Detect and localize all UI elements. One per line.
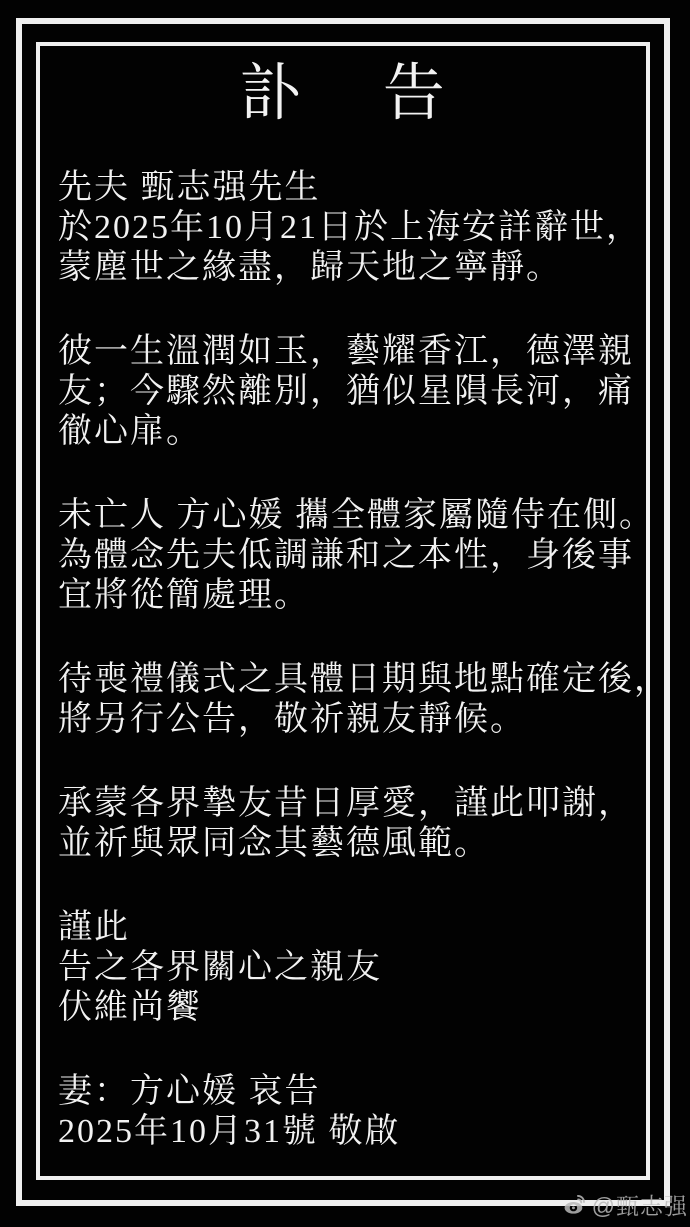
text-line: 徹心扉。 [58, 413, 202, 450]
weibo-icon [561, 1192, 587, 1218]
notice-content [40, 46, 670, 1176]
text-line: 蒙塵世之緣盡，歸天地之寧靜。 [58, 249, 562, 286]
watermark [561, 1188, 688, 1221]
inner-border [36, 42, 670, 1180]
text-line: 於2025年10月21日於上海安詳辭世， [58, 209, 642, 246]
text-line: 伏維尚饗 [58, 989, 202, 1026]
text-line: 並祈與眾同念其藝德風範。 [58, 825, 490, 862]
paragraph [58, 1072, 628, 1152]
paragraph [58, 168, 642, 288]
paragraph [58, 784, 634, 864]
text-line: 承蒙各界摯友昔日厚愛，謹此叩謝， [58, 785, 634, 822]
text-line: 2025年10月31號 敬啟 [58, 1113, 401, 1150]
notice-title: 訃 告 [239, 60, 447, 128]
paragraph [58, 496, 655, 616]
text-line: 先夫 甄志强先生 [58, 169, 321, 206]
text-line: 友；今驟然離別，猶似星隕長河，痛 [58, 373, 634, 410]
paragraph [58, 332, 634, 452]
notice-body [58, 168, 670, 1152]
text-line: 宜將從簡處理。 [58, 577, 310, 614]
text-line: 告之各界關心之親友 [58, 949, 382, 986]
text-line: 妻：方心媛 哀告 [58, 1073, 321, 1110]
text-line: 謹此 [58, 909, 130, 946]
paragraph [58, 908, 628, 1028]
text-line: 待喪禮儀式之具體日期與地點確定後， [58, 661, 670, 698]
text-line: 未亡人 方心媛 攜全體家屬隨侍在側。 [58, 497, 655, 534]
text-line: 將另行公告，敬祈親友靜候。 [58, 701, 526, 738]
watermark-handle: @甄志强 [591, 1193, 688, 1219]
text-line: 彼一生溫潤如玉，藝耀香江，德澤親 [58, 333, 634, 370]
paragraph [58, 660, 670, 740]
text-line: 為體念先夫低調謙和之本性，身後事 [58, 537, 634, 574]
